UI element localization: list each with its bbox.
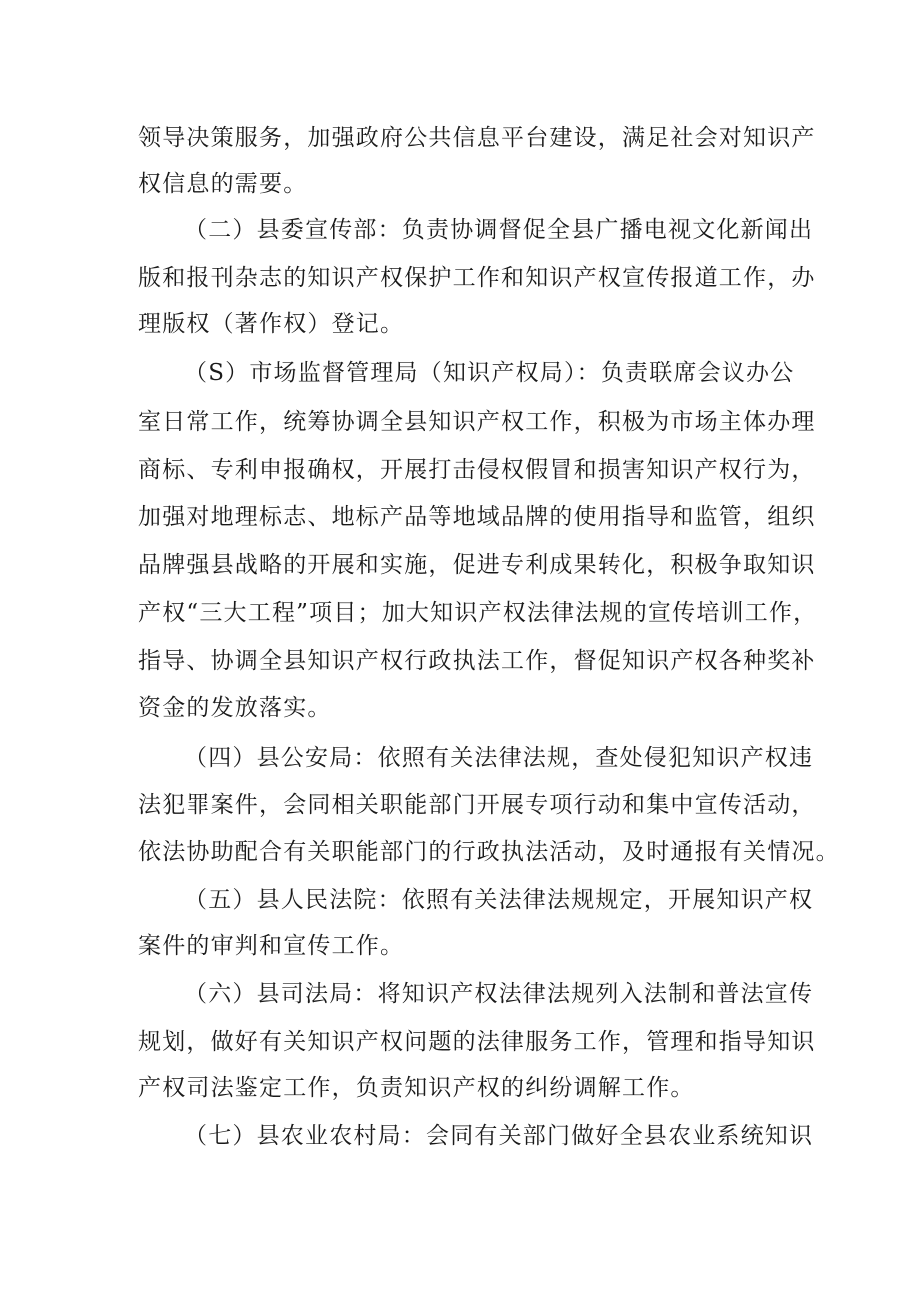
paragraph-first-line: （六）县司法局：将知识产权法律法规列入法制和普法宣传 [184, 981, 814, 1007]
text-line: 案件的审判和宣传工作。 [138, 933, 405, 959]
text-line: 加强对地理标志、地标产品等地域品牌的使用指导和监管，组织 [138, 504, 816, 530]
paragraph-first-line: （四）县公安局：依照有关法律法规，查处侵犯知识产权违 [184, 745, 814, 771]
text-line: 版和报刊杂志的知识产权保护工作和知识产权宣传报道工作，办 [138, 265, 816, 291]
paragraph-first-line: （S）市场监督管理局（知识产权局）：负责联席会议办公 [184, 360, 795, 386]
text-line: 法犯罪案件，会同相关职能部门开展专项行动和集中宣传活动， [138, 792, 816, 818]
text-line: 品牌强县战略的开展和实施，促进专利成果转化，积极争取知识 [138, 552, 816, 578]
text-line: 室日常工作，统筹协调全县知识产权工作，积极为市场主体办理 [138, 409, 816, 435]
text-line: 资金的发放落实。 [138, 695, 332, 721]
text-line: 领导决策服务，加强政府公共信息平台建设，满足社会对知识产 [138, 125, 816, 151]
paragraph-first-line: （二）县委宣传部：负责协调督促全县广播电视文化新闻出 [184, 217, 814, 243]
text-line: 权信息的需要。 [138, 171, 308, 197]
text-line: 产权“三大工程”项目；加大知识产权法律法规的宣传培训工作， [138, 600, 818, 626]
text-line: 产权司法鉴定工作，负责知识产权的纠纷调解工作。 [138, 1075, 695, 1101]
text-line: 指导、协调全县知识产权行政执法工作，督促知识产权各种奖补 [138, 648, 816, 674]
paragraph-first-line: （七）县农业农村局：会同有关部门做好全县农业系统知识 [184, 1123, 814, 1149]
text-line: 理版权（著作权）登记。 [138, 311, 405, 337]
text-line: 规划，做好有关知识产权问题的法律服务工作，管理和指导知识 [138, 1029, 816, 1055]
text-line: 商标、专利申报确权，开展打击侵权假冒和损害知识产权行为， [138, 457, 816, 483]
text-line: 依法协助配合有关职能部门的行政执法活动，及时通报有关情况。 [138, 839, 840, 865]
paragraph-first-line: （五）县人民法院：依照有关法律法规规定，开展知识产权 [184, 887, 814, 913]
